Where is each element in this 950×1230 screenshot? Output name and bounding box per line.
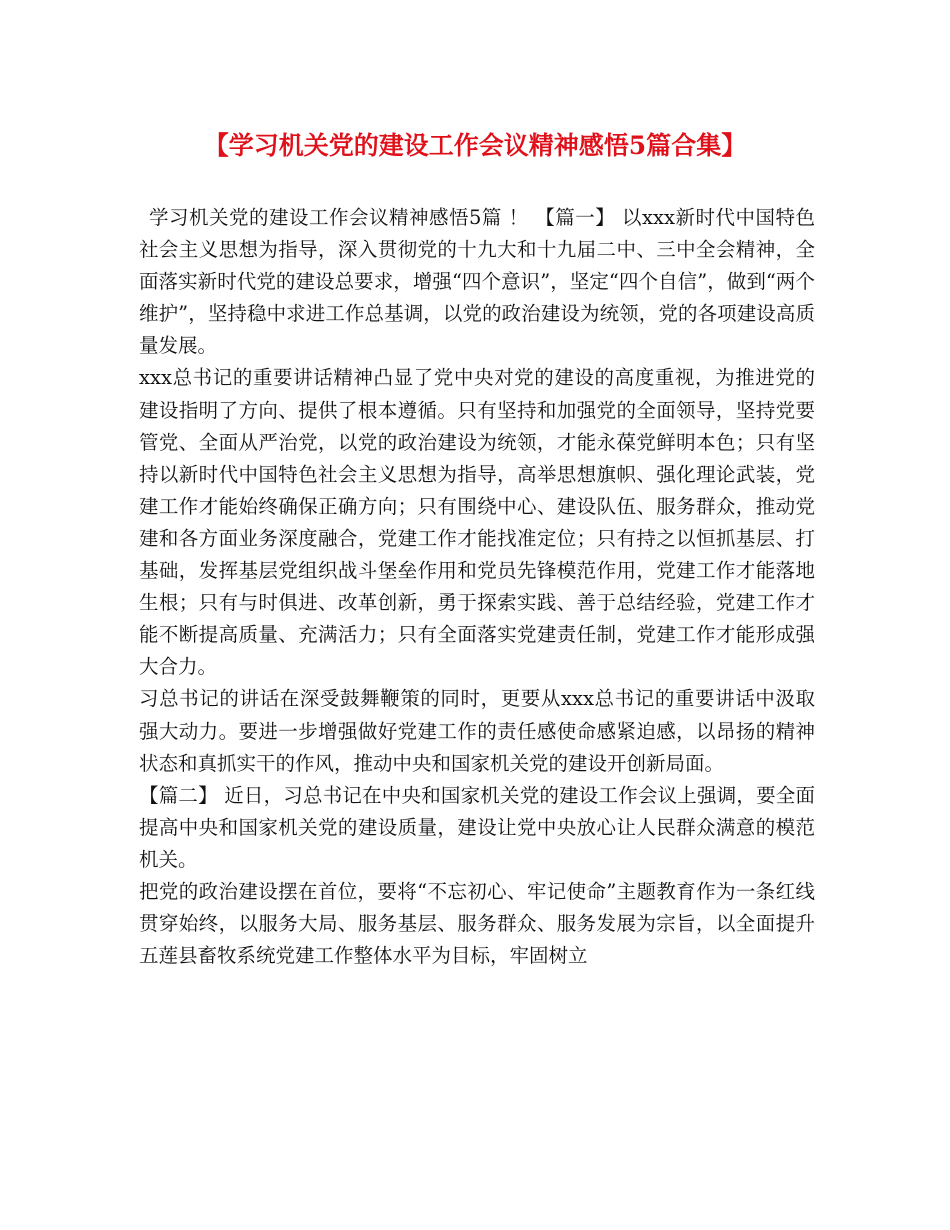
paragraph-1: 学习机关党的建设工作会议精神感悟5篇 ！ 【篇一】 以xxx新时代中国特色社会主义思想为指导，深入贯彻党的十九大和十九届二中、三中全会精神，全面落实新时代党的建设总要求，增强“四个意识”，坚定“四个自信”，做到“两个维护”，坚持稳中求进工作总基调，以党的政治建设为统领，党的各项建设高质量发展。 — [139, 206, 815, 358]
document-body — [139, 202, 815, 972]
paragraph-2: xxx总书记的重要讲话精神凸显了党中央对党的建设的高度重视，为推进党的建设指明了方向、提供了根本遵循。只有坚持和加强党的全面领导，坚持党要管党、全面从严治党，以党的政治建设为统领，才能永葆党鲜明本色；只有坚持以新时代中国特色社会主义思想为指导，高举思想旗帜、强化理论武装，党建工作才能始终确保正确方向；只有围绕中心、建设队伍、服务群众，推动党建和各方面业务深度融合，党建工作才能找准定位；只有持之以恒抓基层、打基础，发挥基层党组织战斗堡垒作用和党员先锋模范作用，党建工作才能落地生根；只有与时俱进、改革创新，勇于探索实践、善于总结经验，党建工作才能不断提高质量、充满活力；只有全面落实党建责任制，党建工作才能形成强大合力。 — [139, 366, 815, 679]
paragraph-3: 习总书记的讲话在深受鼓舞鞭策的同时，更要从xxx总书记的重要讲话中汲取强大动力。要进一步增强做好党建工作的责任感使命感紧迫感，以昂扬的精神状态和真抓实干的作风，推动中央和国家机关党的建设开创新局面。 — [139, 687, 815, 775]
paragraph-5: 把党的政治建设摆在首位，要将“不忘初心、牢记使命”主题教育作为一条红线贯穿始终，以服务大局、服务基层、服务群众、服务发展为宗旨，以全面提升五莲县畜牧系统党建工作整体水平为目标，牢固树立 — [139, 879, 815, 968]
document-title: 【学习机关党的建设工作会议精神感悟5篇合集】 — [203, 131, 747, 160]
paragraph-4: 【篇二】 近日，习总书记在中央和国家机关党的建设工作会议上强调，要全面提高中央和国家机关党的建设质量，建设让党中央放心让人民群众满意的模范机关。 — [139, 783, 815, 871]
